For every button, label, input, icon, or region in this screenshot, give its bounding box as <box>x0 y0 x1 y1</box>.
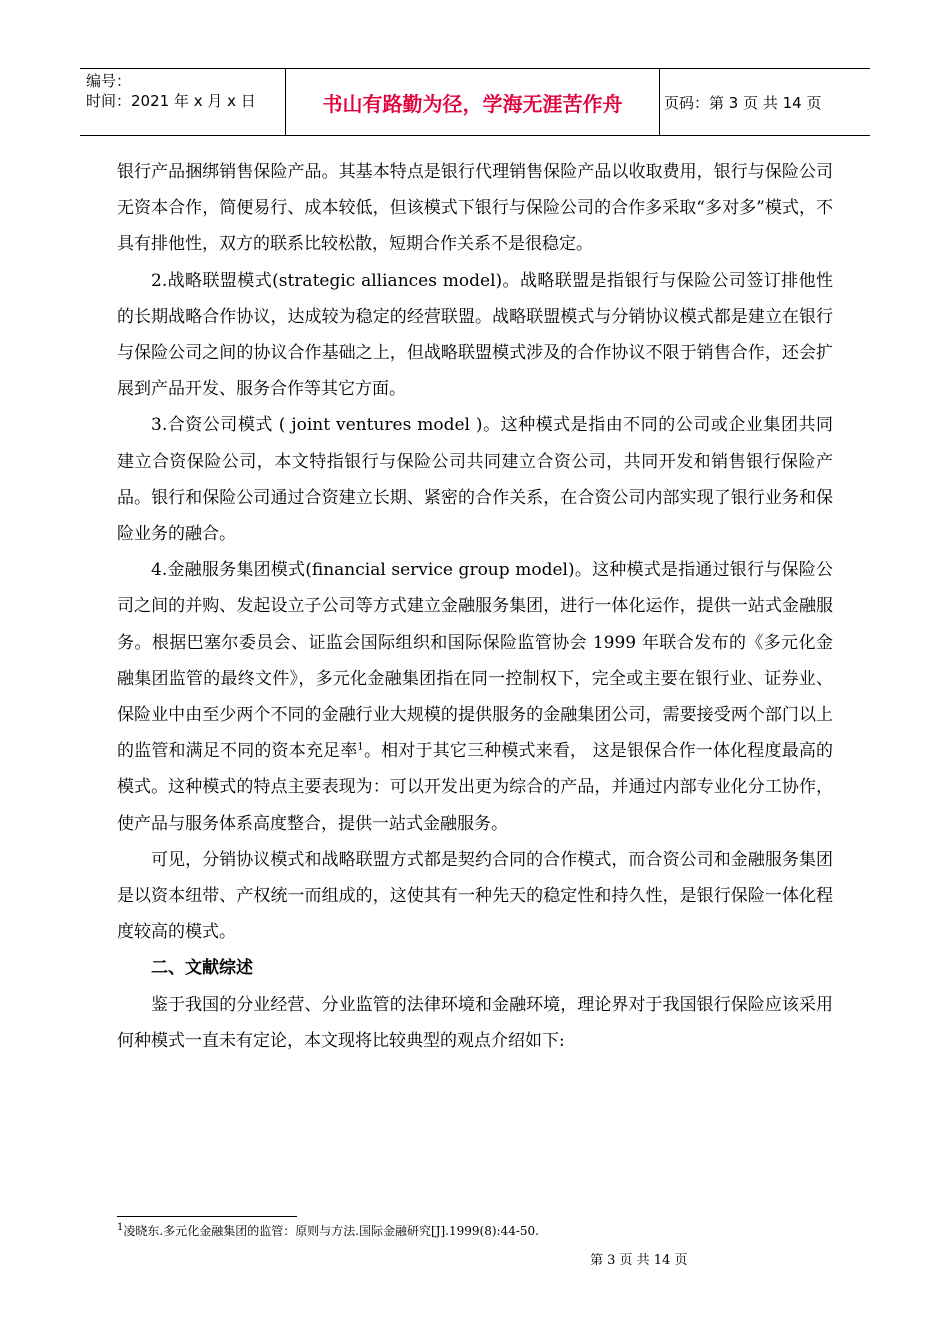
paragraph-3: 3.合资公司模式 ( joint ventures model )。这种模式是指由不同的公司或企业集团共同建立合资保险公司，本文特指银行与保险公司共同建立合资公司，共同开发和销售银行保险产品。银行和保险公司通过合资建立长期、紧密的合作关系，在合资公司内部实现了银行业务和保险业务的融合。 <box>117 415 833 545</box>
footnote <box>117 1223 833 1239</box>
paragraph-5: 可见，分销协议模式和战略联盟方式都是契约合同的合作模式，而合资公司和金融服务集团是以资本纽带、产权统一而组成的，这使其有一种先天的稳定性和持久性，是银行保险一体化程度较高的模式。 <box>117 849 833 943</box>
footnote-number: 1 <box>117 1222 124 1233</box>
page-header <box>80 68 870 136</box>
header-page-info: 页码：第 3 页 共 14 页 <box>664 93 822 112</box>
document-body <box>117 154 833 1059</box>
paragraph-6: 鉴于我国的分业经营、分业监管的法律环境和金融环境，理论界对于我国银行保险应该采用何种模式一直未有定论，本文现将比较典型的观点介绍如下: <box>117 994 833 1051</box>
header-meta <box>80 69 286 135</box>
paragraph-2: 2.战略联盟模式(strategic alliances model)。战略联盟是指银行与保险公司签订排他性的长期战略合作协议，达成较为稳定的经营联盟。战略联盟模式与分销协议模式都是建立在银行与保险公司之间的协议合作基础之上，但战略联盟模式涉及的合作协议不限于销售合作，还会扩展到产品开发、服务合作等其它方面。 <box>117 270 833 400</box>
paragraph-4 <box>117 552 833 842</box>
footnote-divider <box>117 1216 297 1217</box>
footnote-text: 凌晓东.多元化金融集团的监管：原则与方法.国际金融研究[J].1999(8):44-50. <box>123 1224 539 1238</box>
paragraph-4-part-b: 。相对于其它三种模式来看， 这是银保合作一体化程度最高的模式。这种模式的特点主要表现为：可以开发出更为综合的产品，并通过内部专业化分工协作，使产品与服务体系高度整合，提供一站式金融服务。 <box>117 741 833 834</box>
header-date: 时间：2021 年 x 月 x 日 <box>86 92 256 110</box>
header-motto: 书山有路勤为径，学海无涯苦作舟 <box>286 69 660 135</box>
header-number-label: 编号： <box>86 72 132 90</box>
section-heading: 二、文献综述 <box>151 958 253 979</box>
paragraph-4-part-a: 4.金融服务集团模式(financial service group model)。这种模式是指通过银行与保险公司之间的并购、发起设立子公司等方式建立金融服务集团，进行一体化运作，提供一站式金融服务。根据巴塞尔委员会、证监会国际组织和国际保险监管协会 1999 年联合发布的《多元化金融集团监管的最终文件》，多元化金融集团指在同一控制权下，完全或主要在银行业、证券业、保险业中由至少两个不同的金融行业大规模的提供服务的金融集团公司，需要接受两个部门以上的监管和满足不同的资本充足率 <box>117 560 833 762</box>
footnote-reference[interactable]: 1 <box>357 741 364 753</box>
page-footer: 第 3 页 共 14 页 <box>590 1253 688 1268</box>
paragraph-1: 银行产品捆绑销售保险产品。其基本特点是银行代理销售保险产品以收取费用，银行与保险公司无资本合作，简便易行、成本较低，但该模式下银行与保险公司的合作多采取“多对多”模式，不具有排他性，双方的联系比较松散，短期合作关系不是很稳定。 <box>117 162 833 255</box>
